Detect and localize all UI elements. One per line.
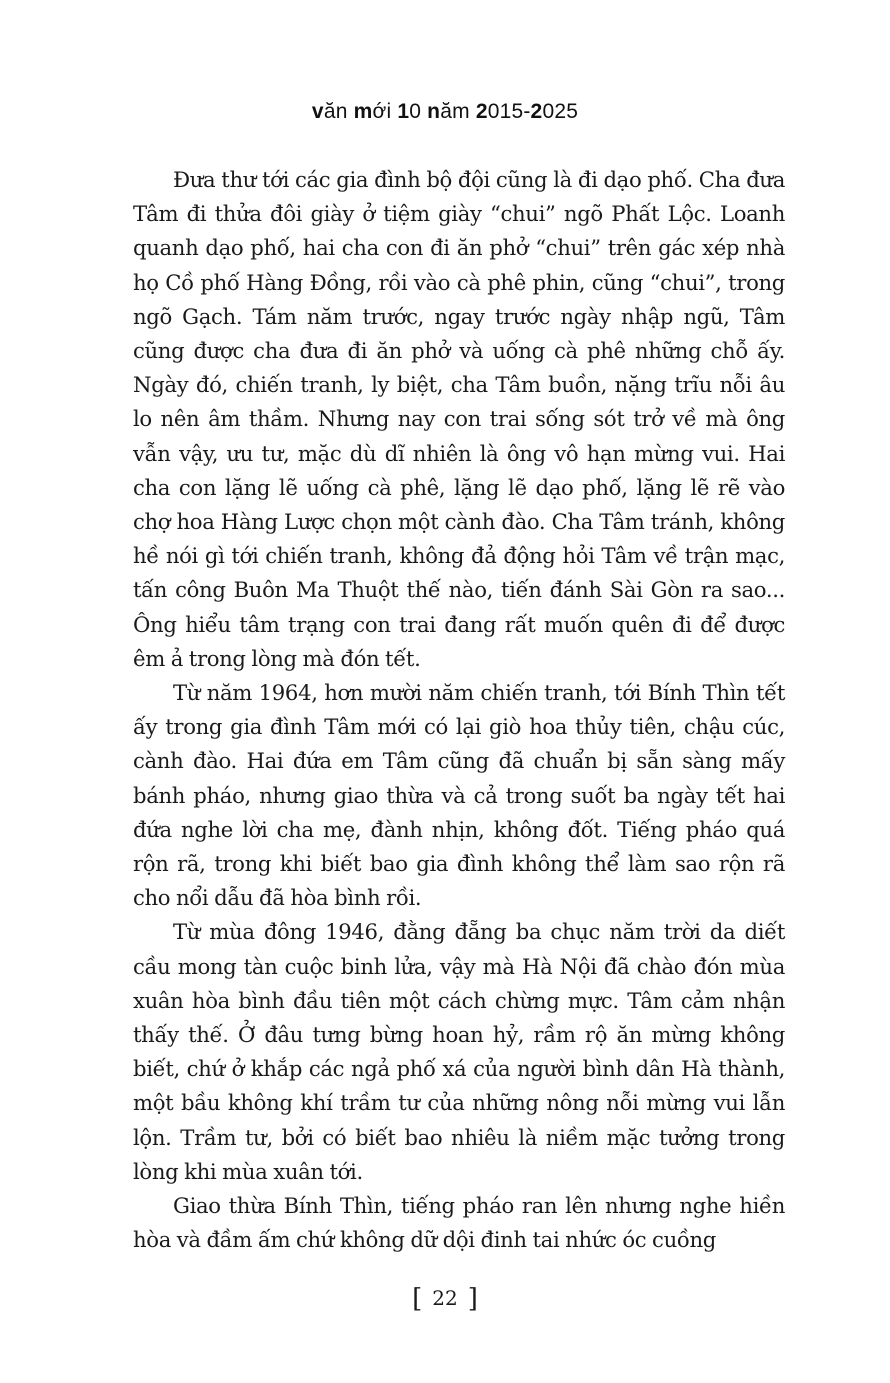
header-part: n xyxy=(427,100,441,123)
body-text xyxy=(133,163,785,1258)
folio-close-bracket: ] xyxy=(467,1284,478,1314)
header-part: 015- xyxy=(487,100,531,123)
paragraph: Giao thừa Bính Thìn, tiếng pháo ran lên nhưng nghe hiền hòa và đầm ấm chứ không dữ dội đinh tai nhức óc cuồng xyxy=(133,1193,785,1253)
header-part: v xyxy=(311,100,324,123)
header-part: m xyxy=(353,100,373,123)
paragraph: Từ mùa đông 1946, đằng đẵng ba chục năm trời da diết cầu mong tàn cuộc binh lửa, vậy mà Hà Nội đã chào đón mùa xuân hòa bình đầu tiên một cách chừng mực. Tâm cảm nhận thấy thế. Ở đâu tưng bừng hoan hỷ, rầm rộ ăn mừng không biết, chứ ở khắp các ngả phố xá của người bình dân Hà thành, một bầu không khí trầm tư của những nông nỗi mừng vui lẫn lộn. Trầm tư, bởi có biết bao nhiêu là niềm mặc tưởng trong lòng khi mùa xuân tới. xyxy=(133,919,785,1184)
paragraph: Từ năm 1964, hơn mười năm chiến tranh, tới Bính Thìn tết ấy trong gia đình Tâm mới có lại giò hoa thủy tiên, chậu cúc, cành đào. Hai đứa em Tâm cũng đã chuẩn bị sẵn sàng mấy bánh pháo, nhưng giao thừa và cả trong suốt ba ngày tết hai đứa nghe lời cha mẹ, đành nhịn, không đốt. Tiếng pháo quá rộn rã, trong khi biết bao gia đình không thể làm sao rộn rã cho nổi dẫu đã hòa bình rồi. xyxy=(133,680,785,911)
running-header xyxy=(0,100,890,124)
header-part: 025 xyxy=(542,100,579,123)
folio-number: 22 xyxy=(432,1286,458,1310)
header-part: 2 xyxy=(530,100,543,123)
folio-open-bracket: [ xyxy=(412,1284,423,1314)
header-part: ăn xyxy=(323,100,354,123)
paragraph: Đưa thư tới các gia đình bộ đội cũng là đi dạo phố. Cha đưa Tâm đi thửa đôi giày ở tiệm giày “chui” ngõ Phất Lộc. Loanh quanh dạo phố, hai cha con đi ăn phở “chui” trên gác xép nhà họ Cồ phố Hàng Đồng, rồi vào cà phê phin, cũng “chui”, trong ngõ Gạch. Tám năm trước, ngay trước ngày nhập ngũ, Tâm cũng được cha đưa đi ăn phở và uống cà phê những chỗ ấy. Ngày đó, chiến tranh, ly biệt, cha Tâm buồn, nặng trĩu nỗi âu lo nên âm thầm. Nhưng nay con trai sống sót trở về mà ông vẫn vậy, ưu tư, mặc dù dĩ nhiên là ông vô hạn mừng vui. Hai cha con lặng lẽ uống cà phê, lặng lẽ dạo phố, lặng lẽ rẽ vào chợ hoa Hàng Lược chọn một cành đào. Cha Tâm tránh, không hề nói gì tới chiến tranh, không đả động hỏi Tâm về trận mạc, tấn công Buôn Ma Thuột thế nào, tiến đánh Sài Gòn ra sao... Ông hiểu tâm trạng con trai đang rất muốn quên đi để được êm ả trong lòng mà đón tết. xyxy=(133,167,785,671)
header-part: ăm xyxy=(440,100,476,123)
header-part: 0 xyxy=(409,100,428,123)
header-part: 1 xyxy=(397,100,410,123)
page-number xyxy=(0,1284,890,1314)
header-part: 2 xyxy=(475,100,488,123)
header-part: ới xyxy=(372,100,398,123)
